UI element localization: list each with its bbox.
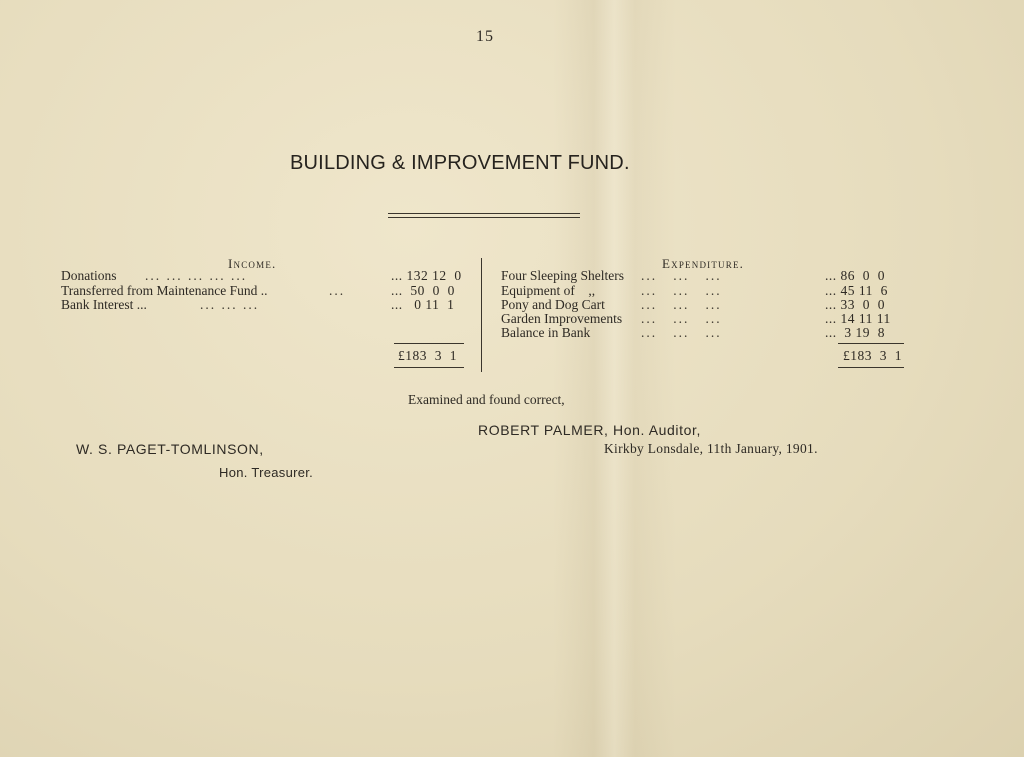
page-title: BUILDING & IMPROVEMENT FUND.: [290, 152, 630, 174]
expenditure-row-label: Equipment of ,,: [501, 283, 596, 298]
income-row-leader: ... ... ... ... ...: [145, 268, 248, 283]
expenditure-row-leader: ... ... ...: [641, 325, 722, 340]
expenditure-row-label: Four Sleeping Shelters: [501, 268, 624, 283]
treasurer-role: Hon. Treasurer.: [219, 465, 314, 480]
income-total: £183 3 1: [398, 348, 457, 363]
expenditure-total: £183 3 1: [843, 348, 902, 363]
expenditure-row-leader: ... ... ...: [641, 311, 722, 326]
auditor-signature: ROBERT PALMER, Hon. Auditor,: [478, 422, 701, 438]
expenditure-row-amount: ... 45 11 6: [825, 283, 888, 298]
title-double-rule: [388, 213, 580, 218]
examined-statement: Examined and found correct,: [408, 392, 565, 407]
expenditure-row-leader: ... ... ...: [641, 283, 722, 298]
income-row-label: Donations: [61, 268, 117, 283]
income-row-label: Transferred from Maintenance Fund ..: [61, 283, 268, 298]
expenditure-row-leader: ... ... ...: [641, 268, 722, 283]
income-row-label: Bank Interest ...: [61, 297, 147, 312]
expenditure-row-amount: ... 86 0 0: [825, 268, 885, 283]
expenditure-row-amount: ... 3 19 8: [825, 325, 885, 340]
expenditure-total-rule-bottom: [838, 367, 904, 368]
income-row-amount: ... 0 11 1: [391, 297, 455, 312]
income-row-amount: ... 50 0 0: [391, 283, 455, 298]
income-heading: Income.: [228, 256, 277, 271]
expenditure-row-leader: ... ... ...: [641, 297, 722, 312]
treasurer-name: W. S. PAGET-TOMLINSON,: [76, 441, 264, 457]
income-total-rule-top: [394, 343, 464, 344]
income-row-leader: ...: [329, 283, 346, 298]
expenditure-row-amount: ... 33 0 0: [825, 297, 885, 312]
expenditure-row-label: Pony and Dog Cart: [501, 297, 605, 312]
expenditure-total-rule-top: [838, 343, 904, 344]
page-number: 15: [476, 28, 494, 45]
income-total-rule-bottom: [394, 367, 464, 368]
expenditure-row-label: Balance in Bank: [501, 325, 591, 340]
expenditure-row-label: Garden Improvements: [501, 311, 623, 326]
place-and-date: Kirkby Lonsdale, 11th January, 1901.: [604, 441, 818, 456]
column-divider: [481, 258, 482, 372]
expenditure-heading: Expenditure.: [662, 256, 745, 271]
income-row-amount: ... 132 12 0: [391, 268, 462, 283]
expenditure-row-amount: ... 14 11 11: [825, 311, 891, 326]
income-row-leader: ... ... ...: [200, 297, 260, 312]
